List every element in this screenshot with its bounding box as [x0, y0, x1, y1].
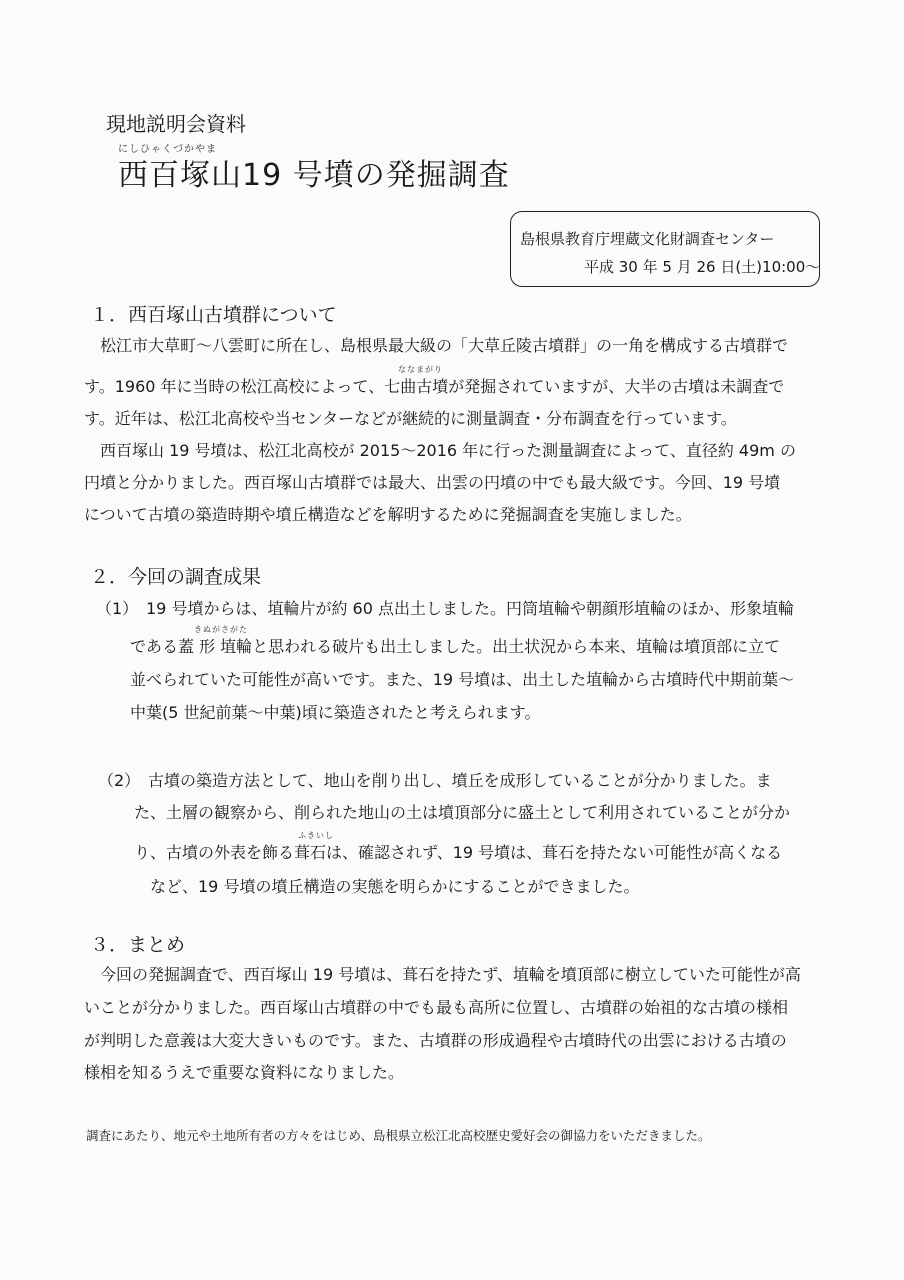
title-ruby: にしひゃくづかやま	[118, 144, 217, 155]
page-title: 西百塚山19 号墳の発掘調査	[118, 158, 510, 193]
section1-line: について古墳の築造時期や墳丘構造などを解明するために発掘調査を実施しました。	[84, 505, 692, 524]
item2-line: など、19 号墳の墳丘構造の実態を明らかにすることができました。	[150, 877, 640, 896]
item1-line: 中葉(5 世紀前葉～中葉)頃に築造されたと考えられます。	[130, 703, 541, 722]
item1-marker: （1）	[96, 599, 139, 618]
item1-ruby: きぬがさがた	[194, 625, 248, 634]
acknowledgement: 調査にあたり、地元や土地所有者の方々をはじめ、島根県立松江北高校歴史愛好会の御協力をいただきました。	[86, 1128, 711, 1143]
section3-heading: ３．まとめ	[90, 934, 186, 956]
section3-line: いことが分かりました。西百塚山古墳群の中でも最も高所に位置し、古墳群の始祖的な古墳の様相	[84, 998, 789, 1017]
section1-heading: １．西百塚山古墳群について	[90, 304, 337, 326]
item1-line: 並べられていた可能性が高いです。また、19 号墳は、出土した埴輪から古墳時代中期前葉～	[130, 670, 795, 689]
section1-line: す。近年は、松江北高校や当センターなどが継続的に測量調査・分布調査を行っています。	[84, 409, 737, 428]
section1-ruby: ななまがり	[398, 365, 443, 374]
section3-line: 今回の発掘調査で、西百塚山 19 号墳は、葺石を持たず、埴輪を墳頂部に樹立していた可能性が高	[100, 965, 801, 984]
section1-line: す。1960 年に当時の松江高校によって、七曲古墳が発掘されていますが、大半の古墳は未調査で	[84, 377, 785, 396]
event-datetime: 平成 30 年 5 月 26 日(土)10:00～	[584, 258, 821, 276]
section1-line: 西百塚山 19 号墳は、松江北高校が 2015～2016 年に行った測量調査によって、直径約 49m の	[100, 441, 796, 460]
item2-line: り、古墳の外表を飾る葺石は、確認されず、19 号墳は、葺石を持たない可能性が高くなる	[134, 843, 783, 862]
item1-line: である蓋 形 埴輪と思われる破片も出土しました。出土状況から本来、埴輪は墳頂部に立て	[130, 637, 781, 656]
section3-line: が判明した意義は大変大きいものです。また、古墳群の形成過程や古墳時代の出雲における古墳の	[84, 1031, 787, 1050]
item2-ruby: ふきいし	[298, 831, 334, 840]
organization-name: 島根県教育庁埋蔵文化財調査センター	[520, 230, 775, 248]
document-label: 現地説明会資料	[106, 112, 246, 136]
item2-line: 古墳の築造方法として、地山を削り出し、墳丘を成形していることが分かりました。ま	[148, 771, 772, 790]
section1-line: 円墳と分かりました。西百塚山古墳群では最大、出雲の円墳の中でも最大級です。今回、19 号墳	[84, 473, 781, 492]
item2-marker: （2）	[98, 771, 141, 790]
section1-line: 松江市大草町～八雲町に所在し、島根県最大級の「大草丘陵古墳群」の一角を構成する古墳群で	[100, 336, 789, 355]
item2-line: た、土層の観察から、削られた地山の土は墳頂部分に盛土として利用されていることが分か	[134, 803, 791, 822]
section2-heading: ２．今回の調査成果	[90, 566, 262, 588]
item1-line: 19 号墳からは、埴輪片が約 60 点出土しました。円筒埴輪や朝顔形埴輪のほか、形象埴輪	[146, 599, 794, 618]
section3-line: 様相を知るうえで重要な資料になりました。	[84, 1063, 405, 1082]
